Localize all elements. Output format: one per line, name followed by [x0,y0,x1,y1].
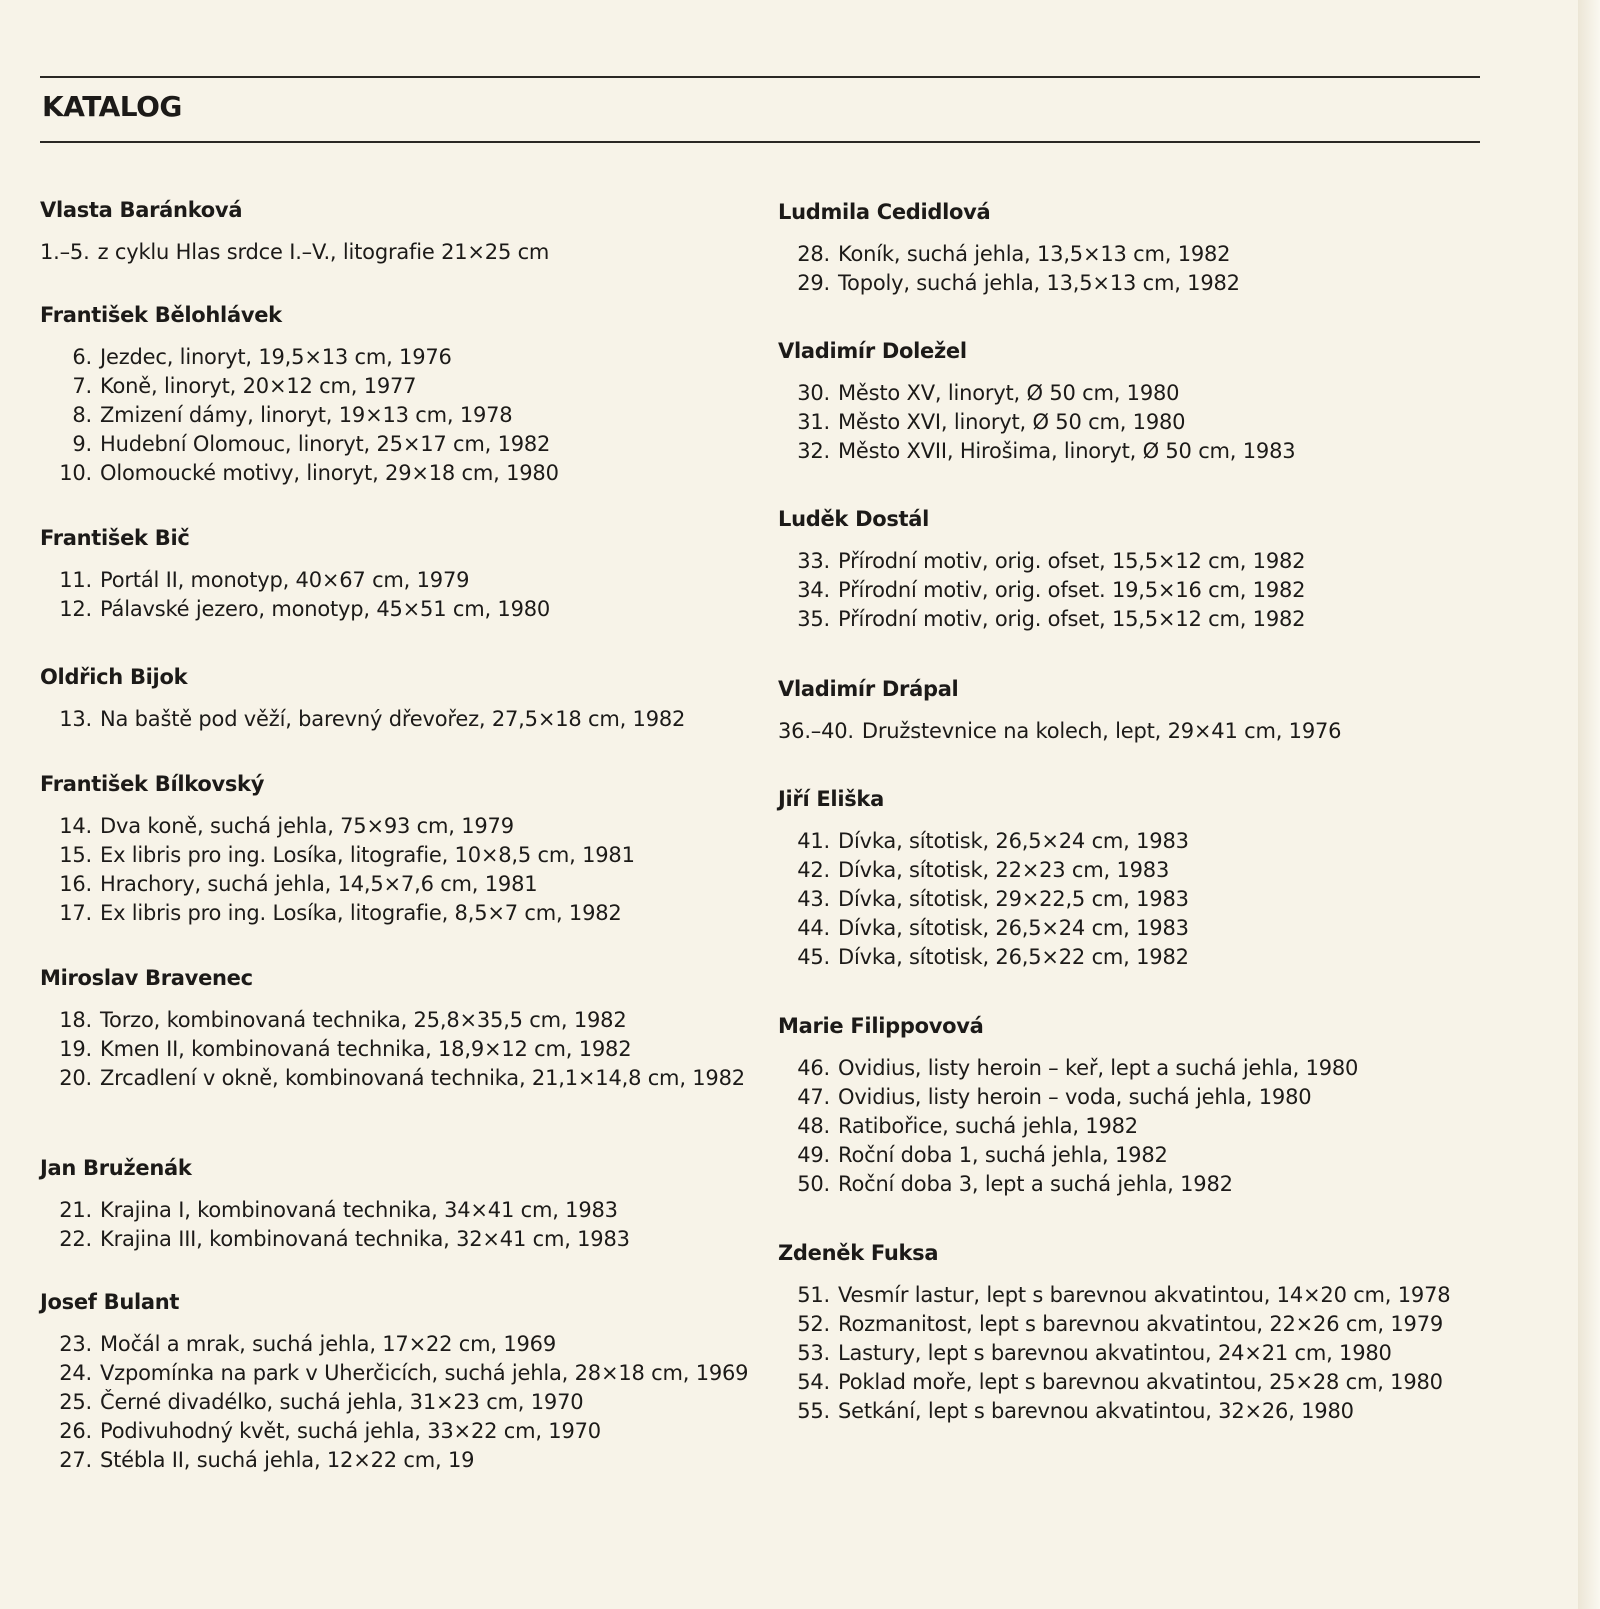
entry-number: 18. [59,1008,92,1032]
catalog-entry [40,343,760,372]
entry-description: Zrcadlení v okně, kombinovaná technika, 21,1×14,8 cm, 1982 [100,1066,745,1090]
entry-number: 32. [797,439,830,463]
artist-name: František Bělohlávek [40,303,282,327]
entry-number: 9. [72,432,92,456]
entry-description: Ovidius, listy heroin – keř, lept a suchá jehla, 1980 [838,1056,1359,1080]
entry-description: Hrachory, suchá jehla, 14,5×7,6 cm, 1981 [100,872,538,896]
catalog-entry [778,1368,1478,1397]
entry-number: 7. [72,374,92,398]
catalog-entry [778,885,1478,914]
catalog-entry [778,408,1478,437]
artist-section [778,1014,1478,1199]
catalog-entry [40,812,760,841]
entry-number: 22. [59,1227,92,1251]
entry-number: 24. [59,1361,92,1385]
entry-description: Přírodní motiv, orig. ofset. 19,5×16 cm, 1982 [838,578,1306,602]
catalog-entry [778,576,1478,605]
entry-description: Kmen II, kombinovaná technika, 18,9×12 cm, 1982 [100,1037,632,1061]
artist-section [40,198,760,267]
entry-description: Na baště pod věží, barevný dřevořez, 27,5×18 cm, 1982 [100,707,686,731]
catalog-entry [778,827,1478,856]
entry-number: 30. [797,381,830,405]
entry-description: Přírodní motiv, orig. ofset, 15,5×12 cm, 1982 [838,607,1306,631]
artist-section [40,1156,760,1254]
entry-description: Přírodní motiv, orig. ofset, 15,5×12 cm, 1982 [838,549,1306,573]
artist-section [778,1241,1478,1426]
catalog-entry [778,1141,1478,1170]
catalog-entry [40,238,760,267]
catalog-entry [40,705,760,734]
artist-name: Vladimír Doležel [778,339,967,363]
entry-number: 16. [59,872,92,896]
entry-number: 26. [59,1419,92,1443]
entry-number: 8. [72,403,92,427]
artist-section [778,200,1478,298]
entry-description: Vzpomínka na park v Uherčicích, suchá jehla, 28×18 cm, 1969 [100,1361,749,1385]
entry-number: 47. [797,1085,830,1109]
artist-section [40,526,760,624]
entry-number: 27. [59,1448,92,1472]
entry-number: 53. [797,1341,830,1365]
entry-number: 33. [797,549,830,573]
catalog-entry [40,430,760,459]
entry-number: 6. [72,345,92,369]
entry-number: 50. [797,1172,830,1196]
artist-section [778,339,1478,466]
entry-description: Ovidius, listy heroin – voda, suchá jehla, 1980 [838,1085,1312,1109]
catalog-entry [778,379,1478,408]
catalog-entry [40,566,760,595]
page-title: KATALOG [42,90,182,123]
entry-number: 20. [59,1066,92,1090]
entry-number: 15. [59,843,92,867]
artist-name: Ludmila Cedidlová [778,200,991,224]
entry-description: Torzo, kombinovaná technika, 25,8×35,5 cm, 1982 [100,1008,627,1032]
entry-number: 44. [797,916,830,940]
title-rule [40,141,1480,143]
catalog-entry [40,595,760,624]
entry-description: Ex libris pro ing. Losíka, litografie, 8,5×7 cm, 1982 [100,901,622,925]
entry-description: Krajina III, kombinovaná technika, 32×41 cm, 1983 [100,1227,630,1251]
entry-number: 1.–5. [40,240,90,264]
artist-name: František Bič [40,526,190,550]
entry-description: z cyklu Hlas srdce I.–V., litografie 21×25 cm [97,240,550,264]
catalog-entry [40,1035,760,1064]
entry-description: Portál II, monotyp, 40×67 cm, 1979 [100,568,470,592]
catalog-entry [778,856,1478,885]
entry-description: Město XVII, Hirošima, linoryt, Ø 50 cm, 1983 [838,439,1296,463]
catalog-entry [778,943,1478,972]
catalog-entry [778,269,1478,298]
entry-number: 34. [797,578,830,602]
artist-section [778,507,1478,634]
entry-number: 10. [59,461,92,485]
entry-description: Koník, suchá jehla, 13,5×13 cm, 1982 [838,242,1231,266]
entry-description: Topoly, suchá jehla, 13,5×13 cm, 1982 [838,271,1240,295]
catalog-entry [40,1064,760,1093]
catalog-entry [778,1339,1478,1368]
catalog-entry [40,1006,760,1035]
entry-number: 45. [797,945,830,969]
artist-section [40,966,760,1093]
entry-description: Setkání, lept s barevnou akvatintou, 32×26, 1980 [838,1399,1354,1423]
entry-number: 36.–40. [778,719,854,743]
entry-description: Močál a mrak, suchá jehla, 17×22 cm, 1969 [100,1332,556,1356]
catalog-entry [40,1417,760,1446]
entry-description: Poklad moře, lept s barevnou akvatintou, 25×28 cm, 1980 [838,1370,1443,1394]
catalog-entry [778,240,1478,269]
catalog-entry [40,372,760,401]
entry-description: Krajina I, kombinovaná technika, 34×41 cm, 1983 [100,1198,618,1222]
entry-description: Koně, linoryt, 20×12 cm, 1977 [100,374,417,398]
entry-description: Dva koně, suchá jehla, 75×93 cm, 1979 [100,814,514,838]
entry-number: 28. [797,242,830,266]
catalog-entry [778,547,1478,576]
entry-number: 55. [797,1399,830,1423]
catalog-entry [778,1083,1478,1112]
entry-description: Dívka, sítotisk, 22×23 cm, 1983 [838,858,1170,882]
entry-description: Vesmír lastur, lept s barevnou akvatintou, 14×20 cm, 1978 [838,1283,1451,1307]
catalog-entry [40,870,760,899]
entry-description: Roční doba 3, lept a suchá jehla, 1982 [838,1172,1233,1196]
entry-number: 19. [59,1037,92,1061]
catalog-entry [40,899,760,928]
entry-description: Stébla II, suchá jehla, 12×22 cm, 19 [100,1448,475,1472]
top-rule [40,76,1480,78]
catalog-entry [778,914,1478,943]
artist-name: Oldřich Bijok [40,665,188,689]
catalog-entry [778,1310,1478,1339]
entry-description: Olomoucké motivy, linoryt, 29×18 cm, 1980 [100,461,559,485]
entry-description: Pálavské jezero, monotyp, 45×51 cm, 1980 [100,597,551,621]
catalog-entry [778,437,1478,466]
catalog-entry [40,459,760,488]
artist-section [40,665,760,734]
entry-description: Černé divadélko, suchá jehla, 31×23 cm, 1970 [100,1390,584,1414]
artist-name: Josef Bulant [40,1290,180,1314]
catalog-entry [40,1196,760,1225]
catalog-entry [778,717,1478,746]
entry-description: Podivuhodný květ, suchá jehla, 33×22 cm, 1970 [100,1419,601,1443]
page-edge [1578,0,1600,1609]
entry-description: Lastury, lept s barevnou akvatintou, 24×21 cm, 1980 [838,1341,1392,1365]
catalog-entry [778,1170,1478,1199]
artist-section [40,1290,760,1475]
entry-description: Město XV, linoryt, Ø 50 cm, 1980 [838,381,1180,405]
catalog-entry [778,1112,1478,1141]
entry-description: Dívka, sítotisk, 26,5×24 cm, 1983 [838,829,1189,853]
artist-name: František Bílkovský [40,772,265,796]
catalog-entry [778,1281,1478,1310]
entry-description: Město XVI, linoryt, Ø 50 cm, 1980 [838,410,1186,434]
entry-description: Zmizení dámy, linoryt, 19×13 cm, 1978 [100,403,513,427]
artist-name: Jan Bruženák [40,1156,192,1180]
catalog-entry [40,1359,760,1388]
entry-description: Rozmanitost, lept s barevnou akvatintou, 22×26 cm, 1979 [838,1312,1444,1336]
entry-number: 25. [59,1390,92,1414]
entry-number: 12. [59,597,92,621]
entry-number: 21. [59,1198,92,1222]
entry-description: Ex libris pro ing. Losíka, litografie, 10×8,5 cm, 1981 [100,843,635,867]
entry-number: 35. [797,607,830,631]
entry-number: 29. [797,271,830,295]
entry-description: Dívka, sítotisk, 26,5×24 cm, 1983 [838,916,1189,940]
artist-name: Luděk Dostál [778,507,930,531]
artist-section [40,772,760,928]
catalog-entry [778,1397,1478,1426]
entry-number: 42. [797,858,830,882]
entry-number: 31. [797,410,830,434]
catalog-entry [40,841,760,870]
entry-number: 23. [59,1332,92,1356]
entry-description: Družstevnice na kolech, lept, 29×41 cm, 1976 [861,719,1342,743]
artist-section [778,677,1478,746]
entry-number: 49. [797,1143,830,1167]
catalog-entry [40,401,760,430]
artist-section [40,303,760,488]
artist-section [778,787,1478,972]
entry-number: 17. [59,901,92,925]
entry-number: 11. [59,568,92,592]
entry-number: 43. [797,887,830,911]
entry-description: Roční doba 1, suchá jehla, 1982 [838,1143,1168,1167]
artist-name: Marie Filippovová [778,1014,984,1038]
catalog-entry [40,1446,760,1475]
catalog-entry [778,605,1478,634]
entry-number: 51. [797,1283,830,1307]
entry-number: 52. [797,1312,830,1336]
entry-description: Jezdec, linoryt, 19,5×13 cm, 1976 [100,345,452,369]
entry-number: 46. [797,1056,830,1080]
entry-description: Dívka, sítotisk, 29×22,5 cm, 1983 [838,887,1189,911]
artist-name: Jiří Eliška [778,787,884,811]
entry-number: 13. [59,707,92,731]
artist-name: Vlasta Baránková [40,198,243,222]
catalog-entry [40,1330,760,1359]
catalog-entry [40,1388,760,1417]
artist-name: Vladimír Drápal [778,677,959,701]
entry-description: Ratibořice, suchá jehla, 1982 [838,1114,1138,1138]
entry-description: Hudební Olomouc, linoryt, 25×17 cm, 1982 [100,432,551,456]
entry-number: 54. [797,1370,830,1394]
entry-description: Dívka, sítotisk, 26,5×22 cm, 1982 [838,945,1189,969]
artist-name: Zdeněk Fuksa [778,1241,939,1265]
entry-number: 41. [797,829,830,853]
catalog-entry [40,1225,760,1254]
artist-name: Miroslav Bravenec [40,966,253,990]
catalog-entry [778,1054,1478,1083]
entry-number: 48. [797,1114,830,1138]
entry-number: 14. [59,814,92,838]
